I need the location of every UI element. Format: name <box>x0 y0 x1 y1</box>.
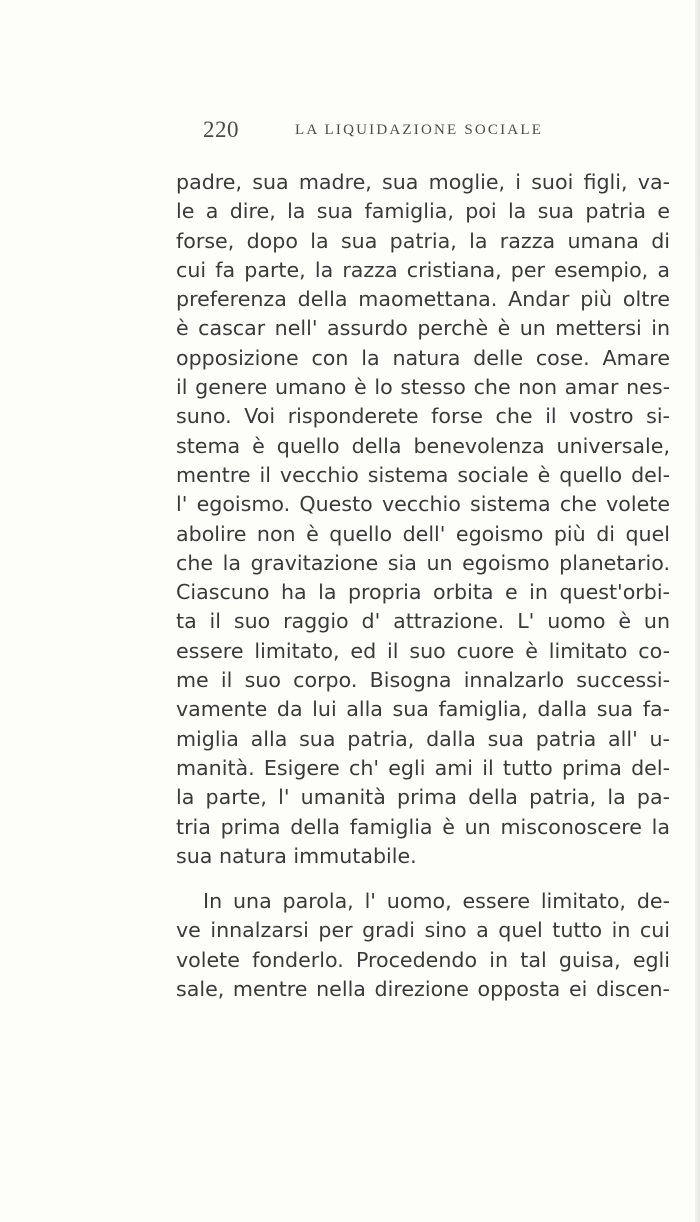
text-line: è cascar nell' assurdo perchè è un mettersi in <box>176 316 670 341</box>
text-line: padre, sua madre, sua moglie, i suoi figli, va- <box>176 170 670 194</box>
body-text <box>176 168 670 1004</box>
text-line: opposizione con la natura delle cose. Amare <box>176 345 670 370</box>
running-head <box>203 117 673 147</box>
text-line: tria prima della famiglia è un misconoscere la <box>176 814 670 839</box>
text-line: miglia alla sua patria, dalla sua patria all' u- <box>176 726 670 751</box>
text-line: volete fonderlo. Procedendo in tal guisa, egli <box>176 947 670 972</box>
paragraph <box>176 887 670 1004</box>
page-number: 220 <box>203 117 239 142</box>
text-line: essere limitato, ed il suo cuore è limitato co- <box>176 638 670 663</box>
text-line: il genere umano è lo stesso che non amar nes- <box>176 375 670 400</box>
text-line: forse, dopo la sua patria, la razza umana di <box>176 228 670 253</box>
text-line: sale, mentre nella direzione opposta ei discen- <box>176 977 670 1002</box>
text-line: abolire non è quello dell' egoismo più di quel <box>176 521 670 546</box>
text-line: sua natura immutabile. <box>176 843 417 868</box>
text-line: mentre il vecchio sistema sociale è quello del- <box>176 462 670 487</box>
text-line: ve innalzarsi per gradi sino a quel tutto in cui <box>176 918 670 943</box>
paragraph-gap <box>176 871 670 887</box>
text-line: cui fa parte, la razza cristiana, per esempio, a <box>176 257 670 282</box>
running-title: LA LIQUIDAZIONE SOCIALE <box>295 122 544 138</box>
text-line: suno. Voi risponderete forse che il vostro si- <box>176 404 670 429</box>
text-line: l' egoismo. Questo vecchio sistema che volete <box>176 492 670 517</box>
text-line: stema è quello della benevolenza universale, <box>176 433 670 458</box>
paragraph <box>176 168 670 871</box>
text-line: vamente da lui alla sua famiglia, dalla sua fa- <box>176 697 670 722</box>
text-line: ta il suo raggio d' attrazione. L' uomo è un <box>176 609 670 634</box>
text-line: che la gravitazione sia un egoismo planetario. <box>176 550 670 575</box>
text-line: preferenza della maomettana. Andar più oltre <box>176 287 670 312</box>
text-line: me il suo corpo. Bisogna innalzarlo successi- <box>176 668 670 693</box>
page-edge <box>695 0 700 1222</box>
text-line: le a dire, la sua famiglia, poi la sua patria e <box>176 199 670 224</box>
text-line: manità. Esigere ch' egli ami il tutto prima del- <box>176 755 670 780</box>
text-line: Ciascuno ha la propria orbita e in quest'orbi- <box>176 580 670 605</box>
text-line: In una parola, l' uomo, essere limitato, de- <box>203 889 670 914</box>
text-line: la parte, l' umanità prima della patria, la pa- <box>176 785 670 810</box>
